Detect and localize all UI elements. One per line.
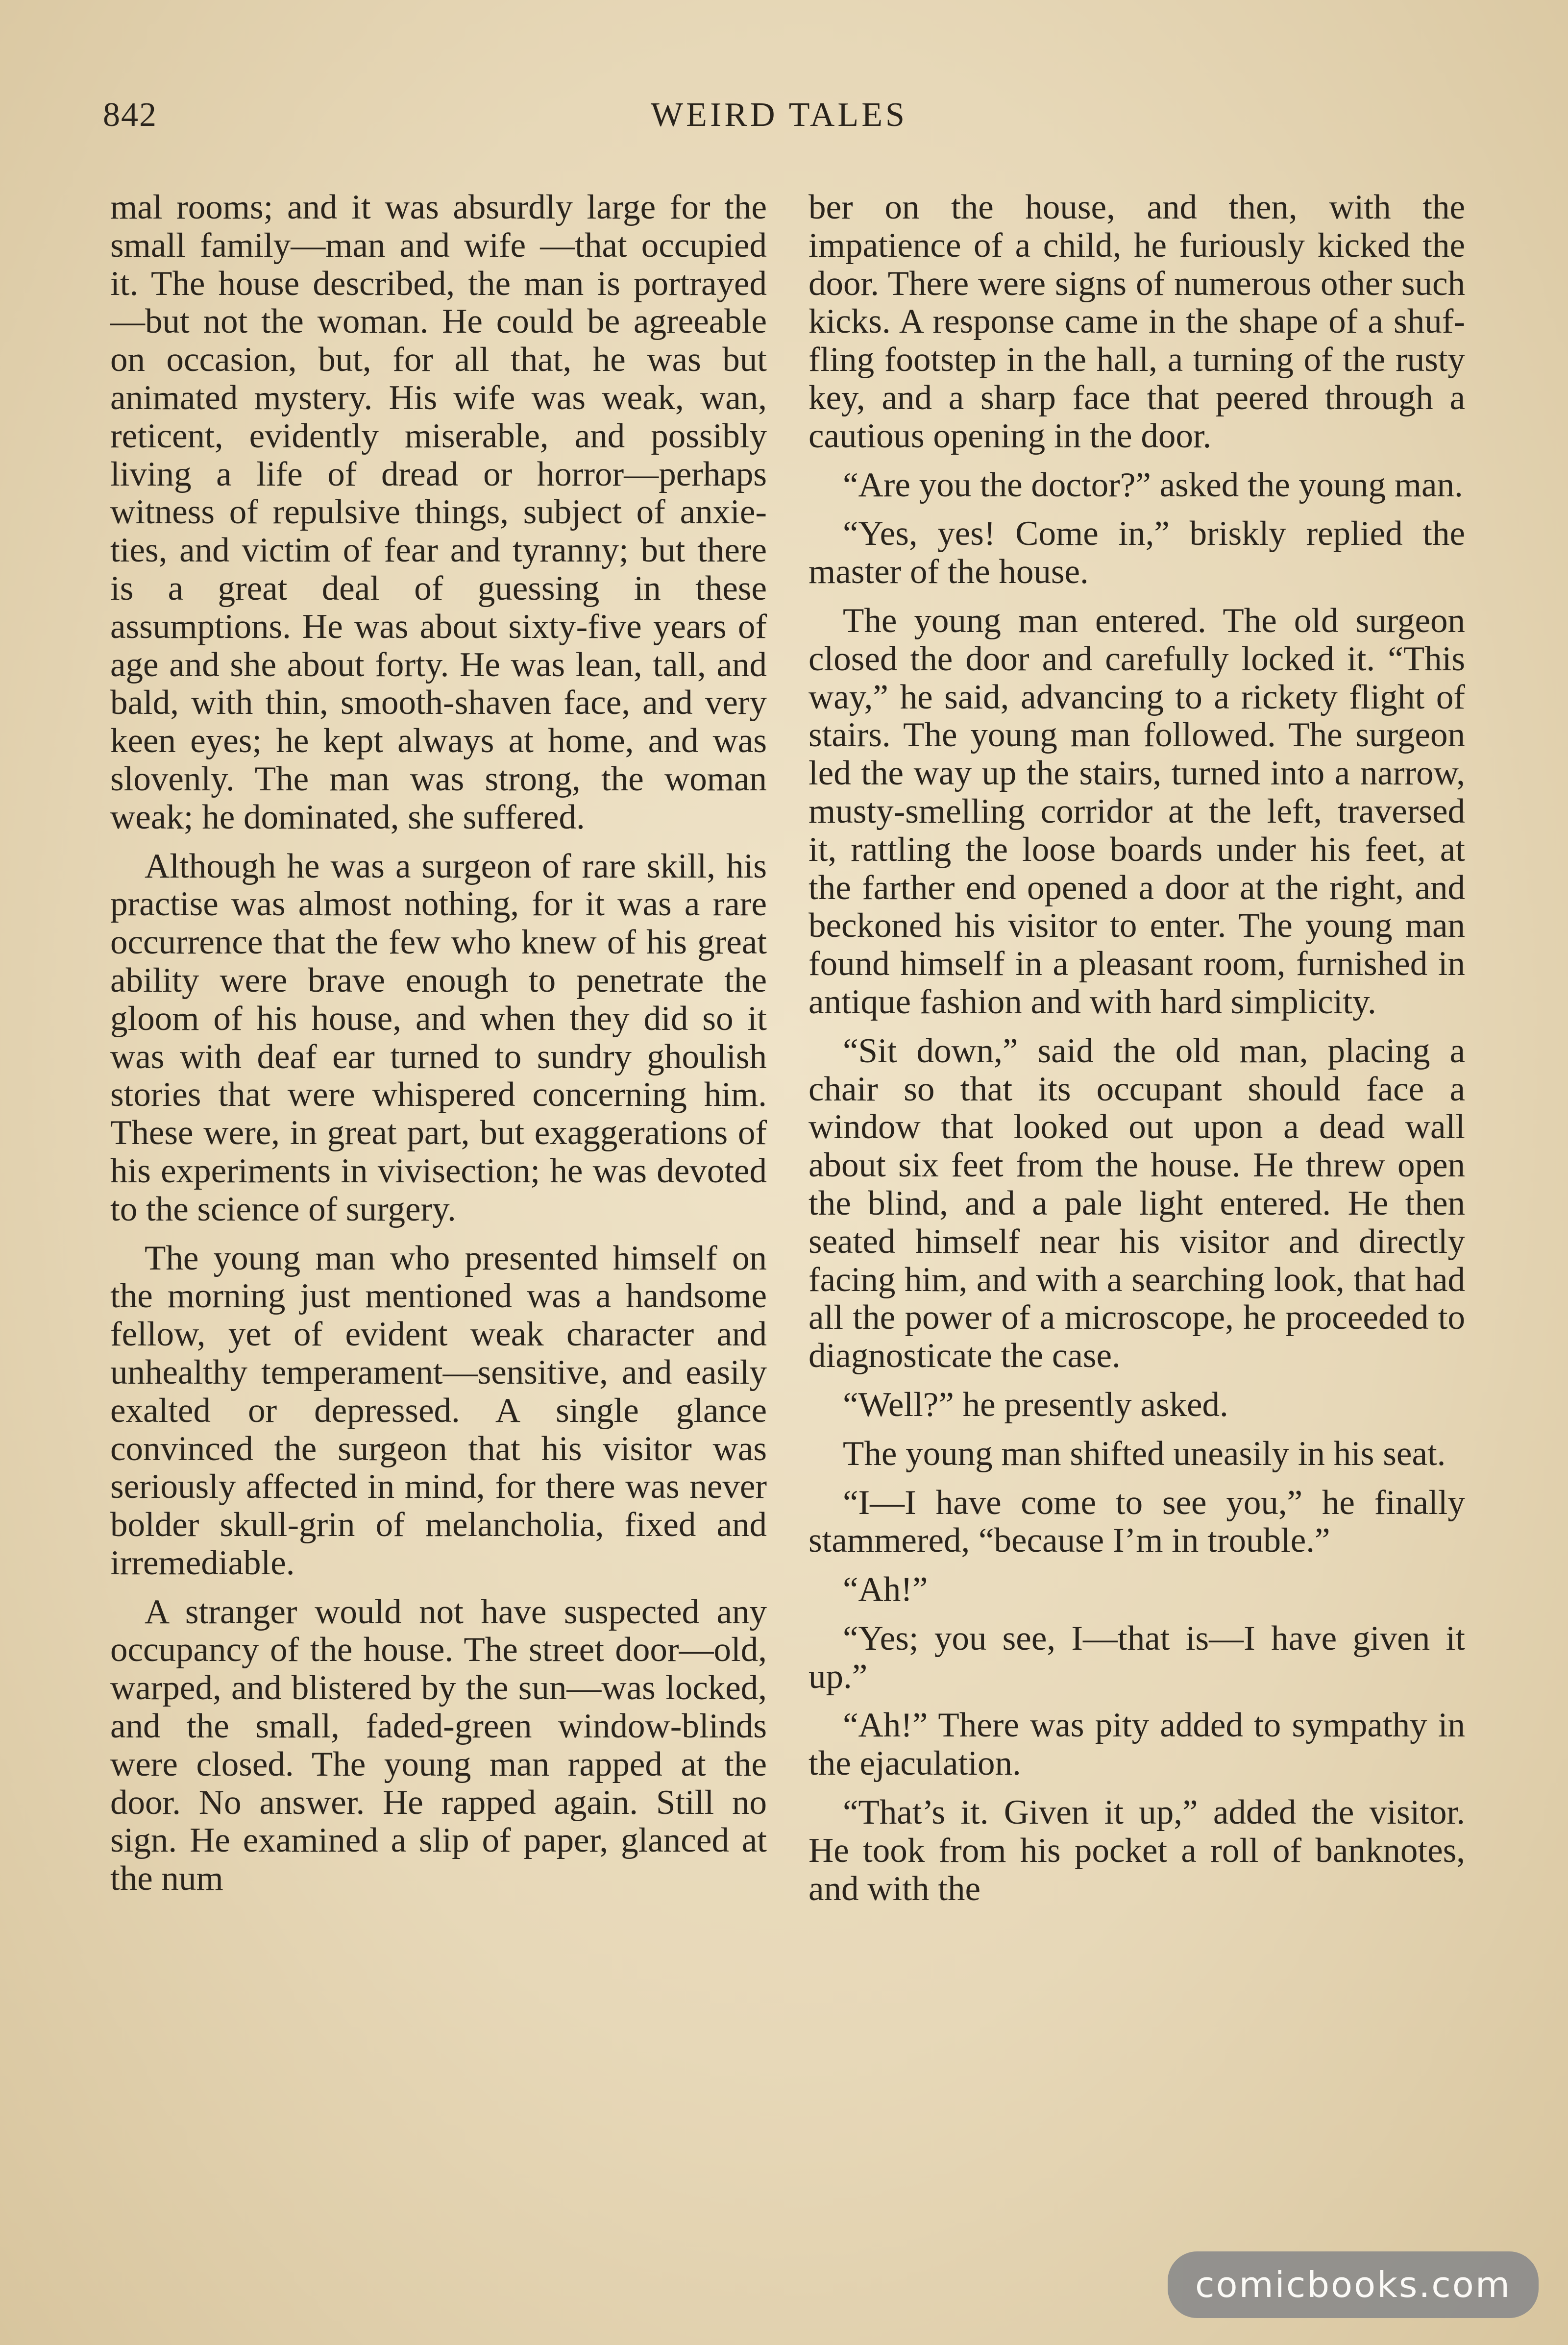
paragraph: “Ah!”	[843, 1570, 928, 1609]
paragraph: mal rooms; and it was absurdly large for the small family—man and wife —that occupied it. The house described, the man is portrayed—but not the woman. He could be agreeable on occasion, but, for all that, he was but animated mystery. His wife was weak, wan, reticent, evidently miserable, and possibly living a life of dread or horror—perhaps witness of repulsive things, subject of anxieties, and victim of fear and tyranny; but there is a great deal of guessing in these assumptions. He was about sixty-five years of age and she about forty. He was lean, tall, and bald, with thin, smooth-shaven face, and very keen eyes; he kept always at home, and was slovenly. The man was strong, the woman weak; he dominated, she suffered.	[110, 188, 767, 836]
left-column	[110, 189, 767, 1909]
right-column	[808, 189, 1465, 1919]
paragraph: ber on the house, and then, with the impatience of a child, he furiously kicked the door. There were signs of numerous other such kicks. A response came in the shape of a shuffling footstep in the hall, a turning of the rusty key, and a sharp face that peered through a cautious opening in the door.	[808, 188, 1465, 455]
paragraph: “Sit down,” said the old man, placing a chair so that its occupant should face a window that looked out upon a dead wall about six feet from the house. He threw open the blind, and a pale light entered. He then seated himself near his visitor and directly facing him, and with a searching look, that had all the power of a microscope, he proceeded to diagnosticate the case.	[808, 1031, 1465, 1375]
paragraph: “Yes; you see, I—that is—I have given it up.”	[808, 1619, 1465, 1696]
paragraph: “Are you the doctor?” asked the young man.	[843, 465, 1463, 504]
paragraph: “Ah!” There was pity added to sympathy in the ejaculation.	[808, 1706, 1465, 1783]
paragraph: The young man entered. The old surgeon closed the door and carefully locked it. “This way,” he said, advancing to a rickety flight of stairs. The young man followed. The surgeon led the way up the stairs, turned into a narrow, musty-smelling corridor at the left, traversed it, rattling the loose boards under his feet, at the farther end opened a door at the right, and beckoned his visitor to enter. The young man found himself in a pleasant room, furnished in antique fashion and with hard simplicity.	[808, 601, 1465, 1021]
paragraph: A stranger would not have suspected any occupancy of the house. The street door—old, warped, and blistered by the sun—was locked, and the small, faded-green window-blinds were closed. The young man rapped at the door. No answer. He rapped again. Still no sign. He examined a slip of paper, glanced at the num	[110, 1592, 767, 1898]
paragraph: “That’s it. Given it up,” added the visitor. He took from his pocket a roll of banknotes, and with the	[808, 1793, 1465, 1908]
paragraph: The young man shifted uneasily in his seat.	[843, 1434, 1446, 1473]
paragraph: Although he was a surgeon of rare skill, his practise was almost nothing, for it was a rare occurrence that the few who knew of his great ability were brave enough to penetrate the gloom of his house, and when they did so it was with deaf ear turned to sundry ghoulish stories that were whispered concerning him. These were, in great part, but exaggerations of his experiments in vivisection; he was devoted to the science of surgery.	[110, 847, 767, 1228]
paragraph: “Well?” he presently asked.	[843, 1385, 1228, 1424]
running-head: WEIRD TALES	[651, 96, 907, 134]
page-header	[103, 96, 1455, 149]
paragraph: “Yes, yes! Come in,” briskly replied the master of the house.	[808, 514, 1465, 591]
watermark-logo: comicbooks.com	[1168, 2251, 1539, 2318]
page-number: 842	[103, 96, 157, 134]
paragraph: The young man who presented himself on the morning just mentioned was a handsome fellow, yet of evident weak character and unhealthy temperament—sensitive, and easily exalted or depressed. A single glance convinced the surgeon that his visitor was seriously affected in mind, for there was never bolder skull-grin of melancholia, fixed and irremediable.	[110, 1239, 767, 1582]
paragraph: “I—I have come to see you,” he finally stammered, “because I’m in trouble.”	[808, 1483, 1465, 1560]
